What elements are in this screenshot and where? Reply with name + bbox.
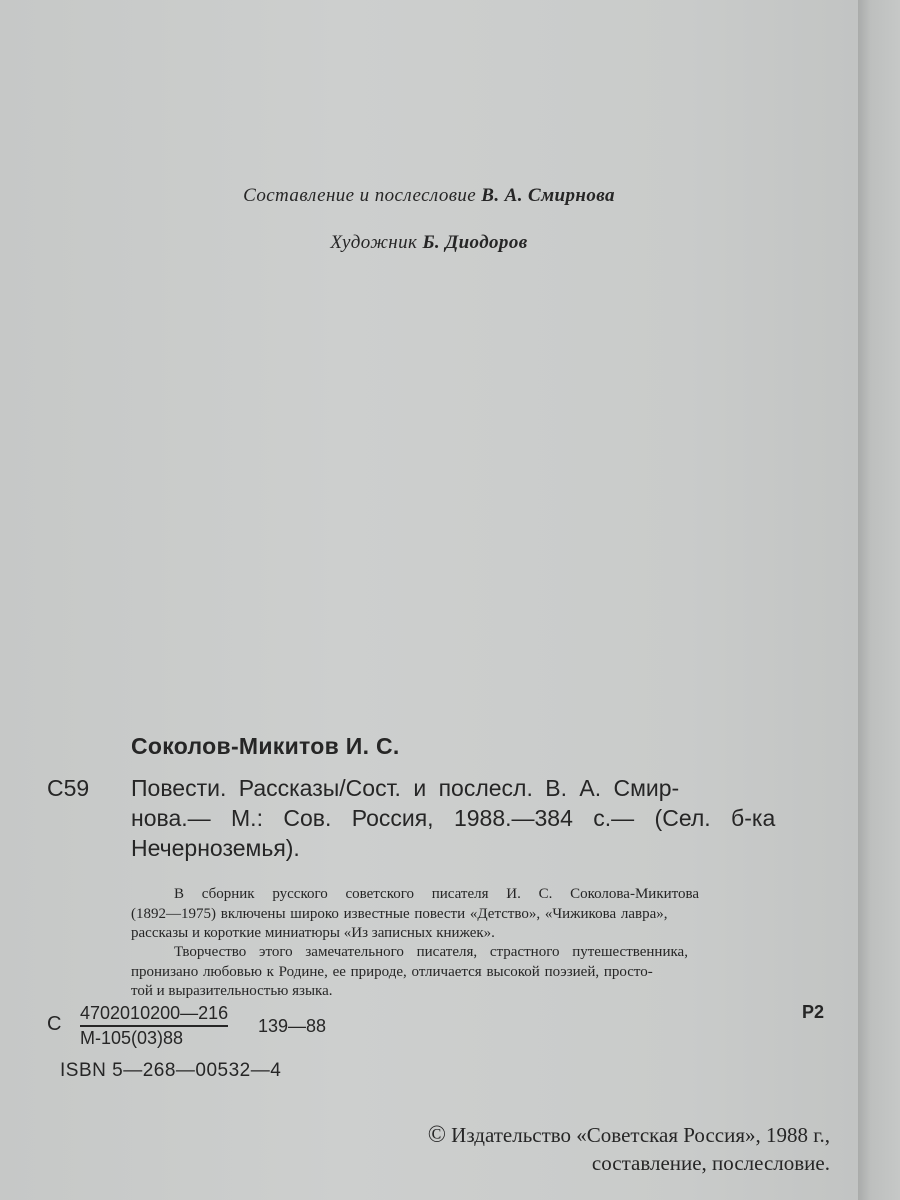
artist-name: Б. Диодоров — [422, 232, 528, 253]
artist-credit-prefix: Художник — [330, 232, 423, 253]
annotation-line-6: той и выразительностью языка. — [131, 983, 333, 999]
copyright-line-2: составление, послесловие. — [591, 1151, 830, 1175]
bbk-code: Р2 — [802, 1002, 825, 1022]
compiler-credit — [0, 185, 858, 207]
annotation-line-4: Творчество этого замечательного писателя, страстного путешественника, — [174, 944, 688, 960]
copyright-symbol: © — [427, 1122, 446, 1148]
annotation-line-1: В сборник русского советского писателя И. С. Соколова-Микитова — [174, 886, 700, 902]
copyright-publisher: Издательство «Советская Россия», 1988 г., — [451, 1123, 830, 1147]
compiler-name: В. А. Смирнова — [481, 185, 615, 206]
catalog-entry-line-1: Повести. Рассказы/Сост. и послесл. В. А. Смир- — [131, 775, 680, 801]
isbn: ISBN 5—268—00532—4 — [60, 1060, 282, 1081]
catalog-entry-line-3: Нечерноземья). — [131, 835, 300, 861]
fraction-numerator: 4702010200—216 — [80, 1003, 228, 1027]
annotation-line-5: пронизано любовью к Родине, ее природе, отличается высокой поэзией, просто- — [131, 964, 653, 980]
compiler-credit-prefix: Составление и послесловие — [243, 185, 482, 206]
fraction-tail: 139—88 — [258, 1016, 327, 1036]
catalog-code: С59 — [47, 775, 90, 801]
catalog-prefix-c: С — [47, 1013, 62, 1035]
catalog-author-heading: Соколов-Микитов И. С. — [131, 733, 400, 759]
copyright-line-1 — [270, 1122, 830, 1149]
fraction-denominator: М-105(03)88 — [80, 1028, 184, 1048]
annotation-line-2: (1892—1975) включены широко известные повести «Детство», «Чижикова лавра», — [131, 906, 668, 922]
catalog-fraction — [80, 1003, 228, 1049]
annotation-line-3: рассказы и короткие миниатюры «Из записных книжек». — [131, 925, 495, 941]
catalog-entry-line-2: нова.— М.: Сов. Россия, 1988.—384 с.— (Сел. б-ка — [131, 805, 776, 831]
adjacent-page-edge — [858, 0, 900, 1200]
artist-credit — [0, 232, 858, 254]
